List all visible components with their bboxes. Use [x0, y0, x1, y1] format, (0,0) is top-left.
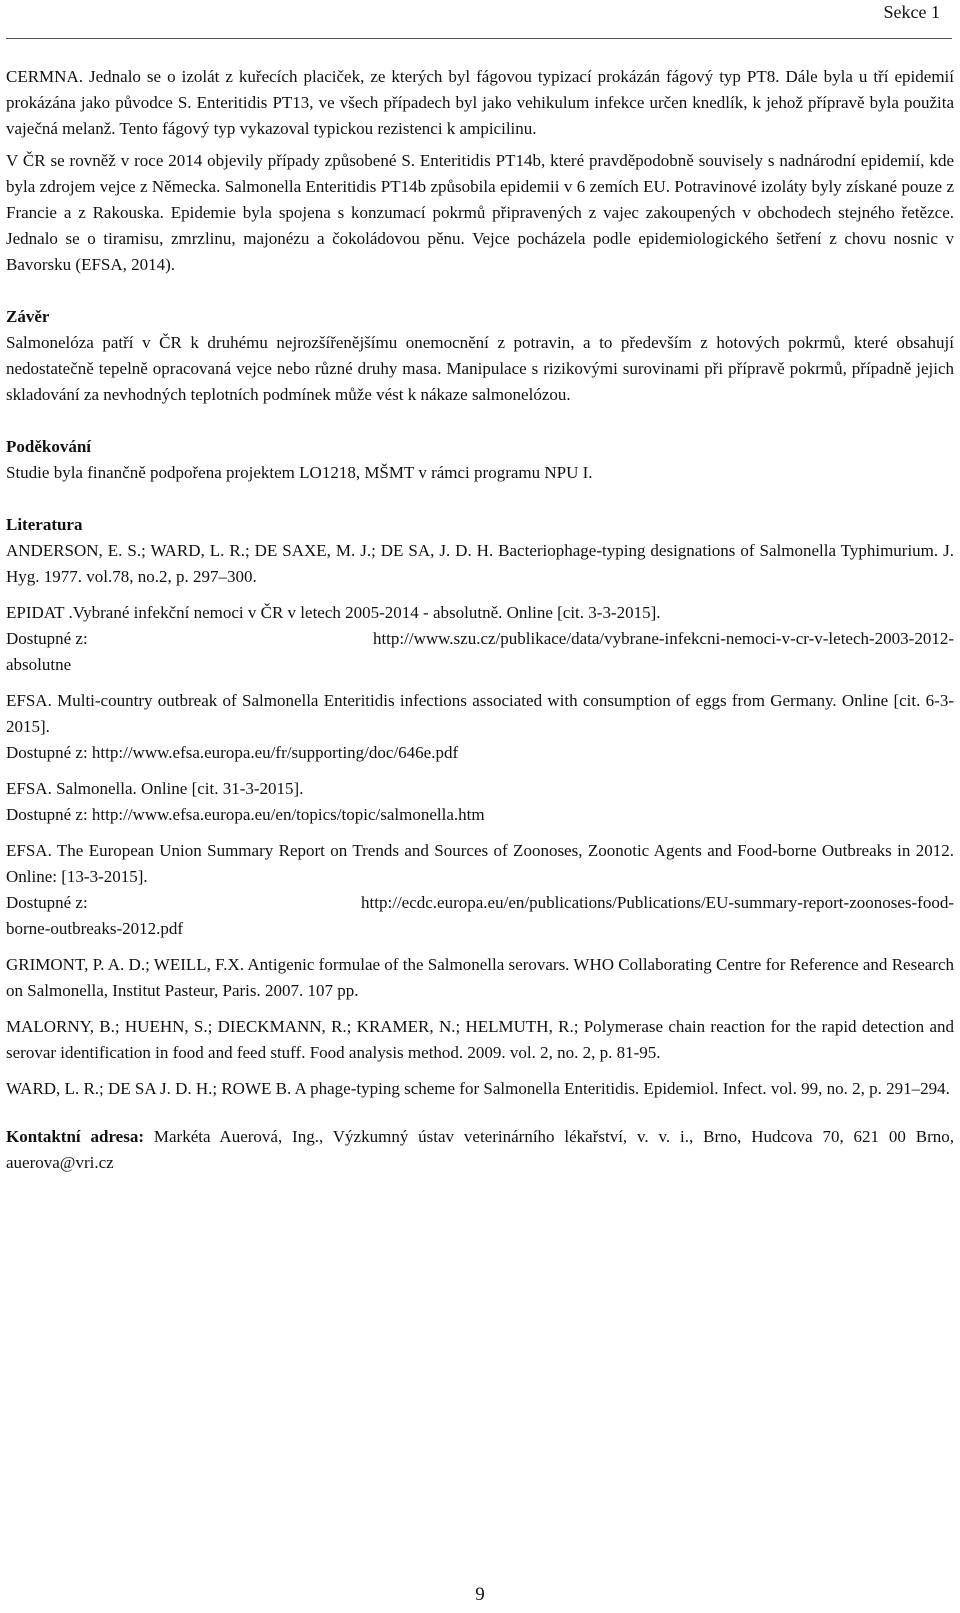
- reference-availability: [6, 626, 954, 652]
- literature-heading: Literatura: [6, 515, 83, 534]
- reference-text: ANDERSON, E. S.; WARD, L. R.; DE SAXE, M. J.; DE SA, J. D. H. Bacteriophage-typing designations of Salmonella Typhimurium. J. Hyg. 1977. vol.78, no.2, p. 297–300.: [6, 541, 954, 586]
- contact-address: [6, 1124, 954, 1176]
- reference-link[interactable]: http://www.szu.cz/publikace/data/vybrane-infekcni-nemoci-v-cr-v-letech-2003-2012-: [372, 629, 954, 648]
- intro-paragraph-2: V ČR se rovněž v roce 2014 objevily případy způsobené S. Enteritidis PT14b, které pravděpodobně souvisely s nadnárodní epidemií, kde byla zdrojem vejce z Německa. Salmonella Enteritidis PT14b způsobila epidemii v 6 zemích EU. Potravinové izoláty byly získané pouze z Francie a z Rakouska. Epidemie byla spojena s konzumací pokrmů připravených z vajec zakoupených v obchodech stejného řetězce. Jednalo se o tiramisu, zmrzlinu, majonézu a čokoládovou pěnu. Vejce pocházela podle epidemiologického šetření z chovu nosnic v Bavorsku (EFSA, 2014).: [6, 151, 954, 274]
- reference-text: EFSA. Multi-country outbreak of Salmonella Enteritidis infections associated with consumption of eggs from Germany. Online [cit. 6-3-2015].: [6, 691, 954, 736]
- reference-item: [6, 1014, 954, 1066]
- reference-item: [6, 952, 954, 1004]
- acknowledgement-text: Studie byla finančně podpořena projektem LO1218, MŠMT v rámci programu NPU I.: [6, 463, 593, 482]
- reference-text: GRIMONT, P. A. D.; WEILL, F.X. Antigenic formulae of the Salmonella serovars. WHO Collaborating Centre for Reference and Research on Salmonella, Institut Pasteur, Paris. 2007. 107 pp.: [6, 955, 954, 1000]
- intro-paragraph-1: CERMNA. Jednalo se o izolát z kuřecích placiček, ze kterých byl fágovou typizací prokázán fágový typ PT8. Dále byla u tří epidemií prokázána jako původce S. Enteritidis PT13, ve všech případech byl jako vehikulum infekce určen knedlík, k jehož přípravě byla použita vaječná melanž. Tento fágový typ vykazoval typickou rezistenci k ampicilinu.: [6, 67, 954, 138]
- conclusion-text: Salmonelóza patří v ČR k druhému nejrozšířenějšímu onemocnění z potravin, a to především z hotových pokrmů, které obsahují nedostatečně tepelně opracovaná vejce nebo různé druhy masa. Manipulace s rizikovými surovinami při přípravě pokrmů, případně jejich skladování za nevhodných teplotních podmínek může vést k nákaze salmonelózou.: [6, 333, 954, 404]
- document-body: [6, 64, 954, 1176]
- contact-label: Kontaktní adresa:: [6, 1127, 145, 1146]
- reference-item: [6, 1076, 954, 1102]
- reference-link[interactable]: http://ecdc.europa.eu/en/publications/Publications/EU-summary-report-zoonoses-food-: [361, 893, 954, 912]
- reference-link[interactable]: Dostupné z: http://www.efsa.europa.eu/en/topics/topic/salmonella.htm: [6, 805, 485, 824]
- acknowledgement-heading: Poděkování: [6, 437, 92, 456]
- availability-label: Dostupné z:: [6, 629, 88, 648]
- reference-text: WARD, L. R.; DE SA J. D. H.; ROWE B. A phage-typing scheme for Salmonella Enteritidis. Epidemiol. Infect. vol. 99, no. 2, p. 291–294.: [6, 1079, 950, 1098]
- reference-item: [6, 776, 954, 828]
- reference-text: EFSA. Salmonella. Online [cit. 31-3-2015].: [6, 779, 304, 798]
- reference-item: [6, 600, 954, 678]
- page-number: 9: [475, 1584, 485, 1605]
- section-label: Sekce 1: [883, 2, 940, 22]
- reference-text: EFSA. The European Union Summary Report on Trends and Sources of Zoonoses, Zoonotic Agents and Food-borne Outbreaks in 2012. Online: [13-3-2015].: [6, 841, 954, 886]
- reference-link[interactable]: Dostupné z: http://www.efsa.europa.eu/fr/supporting/doc/646e.pdf: [6, 743, 459, 762]
- reference-link-continuation[interactable]: absolutne: [6, 655, 72, 674]
- reference-item: [6, 688, 954, 766]
- reference-item: [6, 538, 954, 590]
- header-divider: [6, 38, 952, 39]
- reference-availability: [6, 890, 954, 916]
- reference-text: MALORNY, B.; HUEHN, S.; DIECKMANN, R.; KRAMER, N.; HELMUTH, R.; Polymerase chain reaction for the rapid detection and serovar identification in food and feed stuff. Food analysis method. 2009. vol. 2, no. 2, p. 81-95.: [6, 1017, 954, 1062]
- conclusion-heading: Závěr: [6, 307, 50, 326]
- reference-link-continuation[interactable]: borne-outbreaks-2012.pdf: [6, 919, 184, 938]
- reference-item: [6, 838, 954, 942]
- contact-text: Markéta Auerová, Ing., Výzkumný ústav veterinárního lékařství, v. v. i., Brno, Hudcova 70, 621 00 Brno, auerova@vri.cz: [6, 1127, 955, 1172]
- availability-label: Dostupné z:: [6, 893, 88, 912]
- reference-text: EPIDAT .Vybrané infekční nemoci v ČR v letech 2005-2014 - absolutně. Online [cit. 3-3-2015].: [6, 603, 661, 622]
